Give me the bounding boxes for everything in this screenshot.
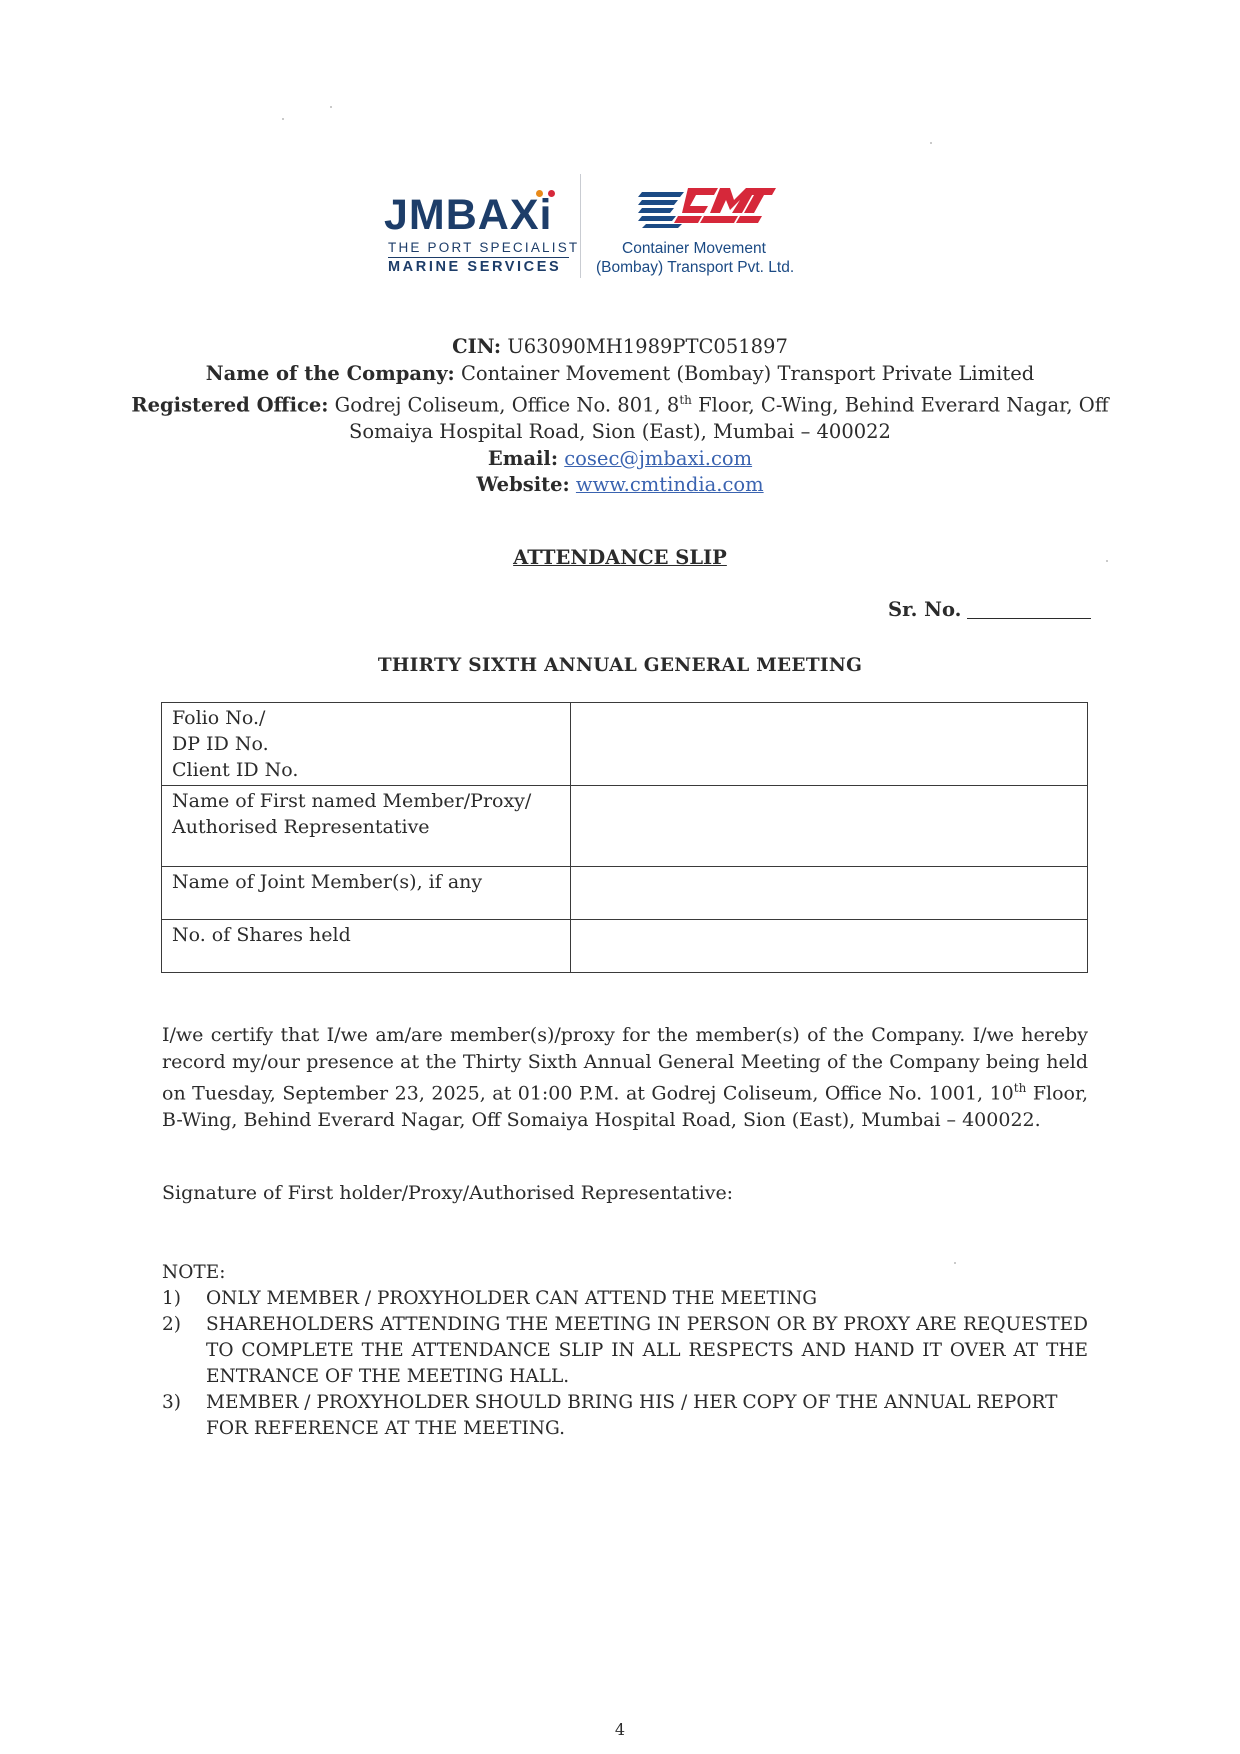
table-row-shares bbox=[162, 920, 1088, 973]
cmt-logo-line-1: Container Movement bbox=[622, 240, 766, 257]
certification-text bbox=[162, 1022, 1088, 1134]
registered-office-line-2: Somaiya Hospital Road, Sion (East), Mumbai – 400022 bbox=[349, 420, 891, 444]
registered-office-value-1: Godrej Coliseum, Office No. 801, 8 bbox=[334, 393, 680, 417]
shares-label-cell: No. of Shares held bbox=[162, 920, 571, 973]
cmt-logo bbox=[596, 186, 826, 276]
serial-number-label: Sr. No. bbox=[888, 598, 962, 621]
company-name-label: Name of the Company: bbox=[205, 361, 455, 385]
email-line bbox=[110, 446, 1130, 473]
joint-member-label-cell: Name of Joint Member(s), if any bbox=[162, 867, 571, 920]
scan-speck bbox=[930, 142, 932, 144]
first-member-label-line-2: Authorised Representative bbox=[172, 816, 430, 838]
notes-list bbox=[162, 1286, 1088, 1442]
note-heading: NOTE: bbox=[162, 1262, 226, 1283]
registered-office-label: Registered Office: bbox=[131, 393, 329, 417]
scan-speck bbox=[282, 118, 284, 120]
scan-speck bbox=[1106, 560, 1108, 562]
jm-baxi-dots-icon bbox=[536, 182, 560, 190]
note-item-3 bbox=[162, 1390, 1088, 1442]
folio-label-cell bbox=[162, 703, 571, 786]
note-item-1 bbox=[162, 1286, 1088, 1312]
jm-baxi-tagline-2: MARINE SERVICES bbox=[388, 259, 562, 275]
note-text-2: SHAREHOLDERS ATTENDING THE MEETING IN PERSON OR BY PROXY ARE REQUESTED TO COMPLETE THE ATTENDANCE SLIP IN ALL RESPECTS AND HAND IT OVER AT THE ENTRANCE OF THE MEETING HALL. bbox=[206, 1314, 1088, 1387]
attendance-slip-title: ATTENDANCE SLIP bbox=[513, 546, 727, 569]
scan-speck bbox=[954, 1262, 956, 1264]
shares-value-cell[interactable] bbox=[571, 920, 1088, 973]
company-name-line bbox=[110, 361, 1130, 388]
signature-label: Signature of First holder/Proxy/Authorised Representative: bbox=[162, 1182, 734, 1204]
registered-office-sup: th bbox=[679, 393, 692, 408]
note-number-1: 1) bbox=[162, 1288, 181, 1309]
company-name-value: Container Movement (Bombay) Transport Private Limited bbox=[460, 361, 1035, 385]
note-item-2 bbox=[162, 1312, 1088, 1390]
serial-number-blank[interactable] bbox=[967, 618, 1091, 619]
logo-divider bbox=[580, 174, 581, 278]
first-member-label-line-1: Name of First named Member/Proxy/ bbox=[172, 790, 532, 812]
folio-label-line-3: Client ID No. bbox=[172, 759, 299, 781]
scan-speck bbox=[330, 106, 332, 108]
jm-baxi-wordmark: JMBAXi bbox=[384, 191, 553, 239]
cin-label: CIN: bbox=[452, 335, 502, 358]
member-details-table bbox=[161, 702, 1088, 973]
jm-baxi-tagline-1: THE PORT SPECIALIST bbox=[388, 240, 580, 255]
cmt-mark-icon bbox=[638, 186, 776, 230]
table-row-first-member bbox=[162, 786, 1088, 867]
table-row-joint-member bbox=[162, 867, 1088, 920]
logo-header bbox=[0, 0, 1240, 290]
folio-value-cell[interactable] bbox=[571, 703, 1088, 786]
company-header bbox=[110, 334, 1130, 499]
table-row-folio bbox=[162, 703, 1088, 786]
certification-part-2: Floor, B-Wing, Behind Everard Nagar, Off Somaiya Hospital Road, Sion (East), Mumbai – 400022. bbox=[162, 1082, 1088, 1132]
registered-office-value-2: Floor, C-Wing, Behind Everard Nagar, Off bbox=[691, 393, 1109, 417]
joint-member-value-cell[interactable] bbox=[571, 867, 1088, 920]
website-link[interactable]: www.cmtindia.com bbox=[575, 473, 764, 497]
page-number: 4 bbox=[614, 1720, 626, 1739]
note-text-1: ONLY MEMBER / PROXYHOLDER CAN ATTEND THE MEETING bbox=[206, 1288, 818, 1309]
note-number-3: 3) bbox=[162, 1392, 181, 1413]
cmt-logo-line-2: (Bombay) Transport Pvt. Ltd. bbox=[596, 259, 795, 276]
jm-baxi-rule bbox=[388, 257, 569, 258]
first-member-value-cell[interactable] bbox=[571, 786, 1088, 867]
website-label: Website: bbox=[476, 473, 570, 497]
folio-label-line-1: Folio No./ bbox=[172, 707, 266, 729]
website-line bbox=[110, 472, 1130, 499]
note-number-2: 2) bbox=[162, 1314, 181, 1335]
note-text-3: MEMBER / PROXYHOLDER SHOULD BRING HIS / HER COPY OF THE ANNUAL REPORT FOR REFERENCE AT THE MEETING. bbox=[206, 1392, 1058, 1439]
registered-office-line bbox=[110, 387, 1130, 419]
meeting-title: THIRTY SIXTH ANNUAL GENERAL MEETING bbox=[377, 655, 863, 676]
first-member-label-cell bbox=[162, 786, 571, 867]
certification-sup: th bbox=[1013, 1081, 1027, 1096]
folio-label-line-2: DP ID No. bbox=[172, 733, 269, 755]
cin-line bbox=[110, 334, 1130, 361]
email-link[interactable]: cosec@jmbaxi.com bbox=[564, 446, 753, 470]
serial-number-field bbox=[888, 598, 1091, 621]
certification-part-1: I/we certify that I/we am/are member(s)/proxy for the member(s) of the Company. I/we hereby record my/our presence at the Thirty Sixth Annual General Meeting of the Company being held on Tuesday, September 23, 2025, at 01:00 P.M. at Godrej Coliseum, Office No. 1001, 10 bbox=[162, 1024, 1088, 1105]
cin-value: U63090MH1989PTC051897 bbox=[507, 335, 788, 358]
email-label: Email: bbox=[487, 446, 559, 470]
